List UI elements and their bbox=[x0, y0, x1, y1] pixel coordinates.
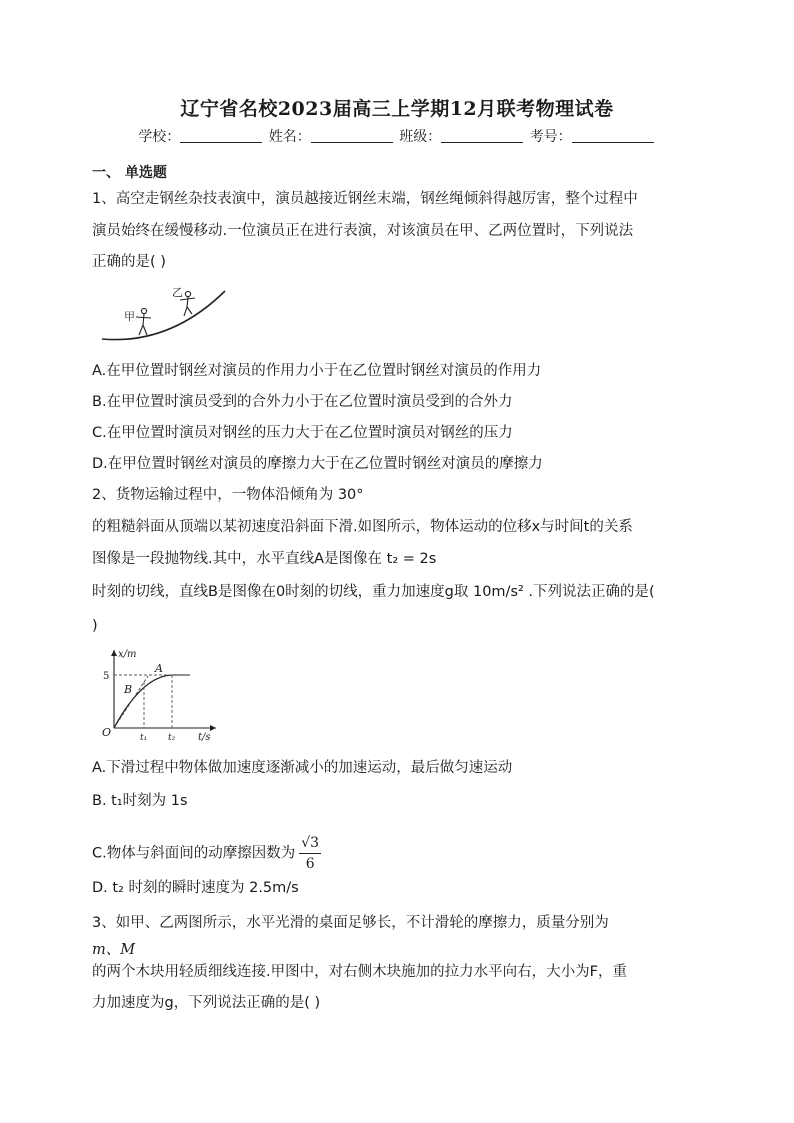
x-axis-arrow bbox=[111, 650, 117, 656]
y-axis-label: x/m bbox=[118, 649, 137, 660]
fraction-sqrt3-over-6 bbox=[299, 833, 321, 874]
exam-number-label: 考号： bbox=[529, 129, 572, 145]
line-a-label: A bbox=[155, 662, 163, 675]
q2-stem-line-1: 2、货物运输过程中，一物体沿倾角为 30° bbox=[92, 487, 364, 503]
q3-stem-line-2: m、M bbox=[92, 942, 136, 958]
student-info-row bbox=[0, 126, 794, 146]
fraction-numerator: √3 bbox=[299, 833, 321, 854]
q2-option-c-text: C.物体与斜面间的动摩擦因数为 bbox=[92, 845, 296, 862]
q1-option-a[interactable]: A.在甲位置时钢丝对演员的作用力小于在乙位置时钢丝对演员的作用力 bbox=[92, 363, 542, 379]
origin-label: O bbox=[102, 726, 112, 739]
q2-option-d[interactable]: D. t₂ 时刻的瞬时速度为 2.5m/s bbox=[92, 880, 299, 896]
t2-label: t₂ bbox=[168, 733, 176, 742]
label-yi: 乙 bbox=[172, 286, 183, 299]
t1-label: t₁ bbox=[140, 733, 148, 742]
fraction-denominator: 6 bbox=[305, 856, 315, 872]
section-heading: 一、 单选题 bbox=[92, 165, 167, 181]
performer-jia bbox=[136, 308, 151, 335]
q1-option-b[interactable]: B.在甲位置时演员受到的合外力小于在乙位置时演员受到的合外力 bbox=[92, 394, 513, 410]
line-b-label: B bbox=[124, 683, 133, 696]
q3-stem-line-1: 3、如甲、乙两图所示，水平光滑的桌面足够长，不计滑轮的摩擦力，质量分别为 bbox=[92, 915, 609, 931]
school-label: 学校： bbox=[138, 129, 181, 145]
q2-option-b[interactable]: B. t₁时刻为 1s bbox=[92, 793, 188, 809]
page-title: 辽宁省名校2023届高三上学期12月联考物理试卷 bbox=[180, 98, 614, 120]
q2-option-a[interactable]: A.下滑过程中物体做加速度逐渐减小的加速运动，最后做匀速运动 bbox=[92, 760, 513, 776]
label-jia: 甲 bbox=[124, 310, 135, 323]
tightrope-curve bbox=[102, 291, 225, 340]
t-axis-arrow bbox=[210, 725, 216, 731]
tightrope-figure bbox=[100, 283, 230, 345]
x-t-graph-figure bbox=[98, 646, 220, 742]
q1-option-d[interactable]: D.在甲位置时钢丝对演员的摩擦力大于在乙位置时钢丝对演员的摩擦力 bbox=[92, 456, 543, 472]
q2-stem-line-5: ) bbox=[92, 618, 98, 634]
q1-stem-line-1: 1、高空走钢丝杂技表演中，演员越接近钢丝末端，钢丝绳倾斜得越厉害，整个过程中 bbox=[92, 191, 638, 207]
q2-option-c[interactable] bbox=[92, 833, 321, 874]
class-label: 班级： bbox=[399, 129, 442, 145]
q2-stem-line-4: 时刻的切线，直线B是图像在0时刻的切线，重力加速度g取 10m/s² .下列说法正确的是( bbox=[92, 584, 655, 600]
q2-stem-line-3: 图像是一段抛物线.其中，水平直线A是图像在 t₂ = 2s bbox=[92, 551, 437, 567]
q1-stem-line-2: 演员始终在缓慢移动.一位演员正在进行表演，对该演员在甲、乙两位置时，下列说法 bbox=[92, 223, 634, 239]
x-axis-label: t/s bbox=[198, 732, 211, 742]
q3-stem-line-4: 力加速度为g，下列说法正确的是( ) bbox=[92, 995, 321, 1011]
school-blank[interactable] bbox=[180, 128, 262, 143]
name-label: 姓名： bbox=[268, 129, 311, 145]
parabola-curve bbox=[114, 675, 172, 728]
name-blank[interactable] bbox=[311, 128, 393, 143]
class-blank[interactable] bbox=[441, 128, 523, 143]
q2-stem-line-2: 的粗糙斜面从顶端以某初速度沿斜面下滑.如图所示，物体运动的位移x与时间t的关系 bbox=[92, 519, 633, 535]
q1-stem-line-3: 正确的是( ) bbox=[92, 254, 166, 270]
q1-option-c[interactable]: C.在甲位置时演员对钢丝的压力大于在乙位置时演员对钢丝的压力 bbox=[92, 425, 513, 441]
q3-stem-line-3: 的两个木块用轻质细线连接.甲图中，对右侧木块施加的拉力水平向右，大小为F，重 bbox=[92, 964, 627, 980]
exam-number-blank[interactable] bbox=[572, 128, 654, 143]
y-tick-5: 5 bbox=[103, 671, 110, 682]
